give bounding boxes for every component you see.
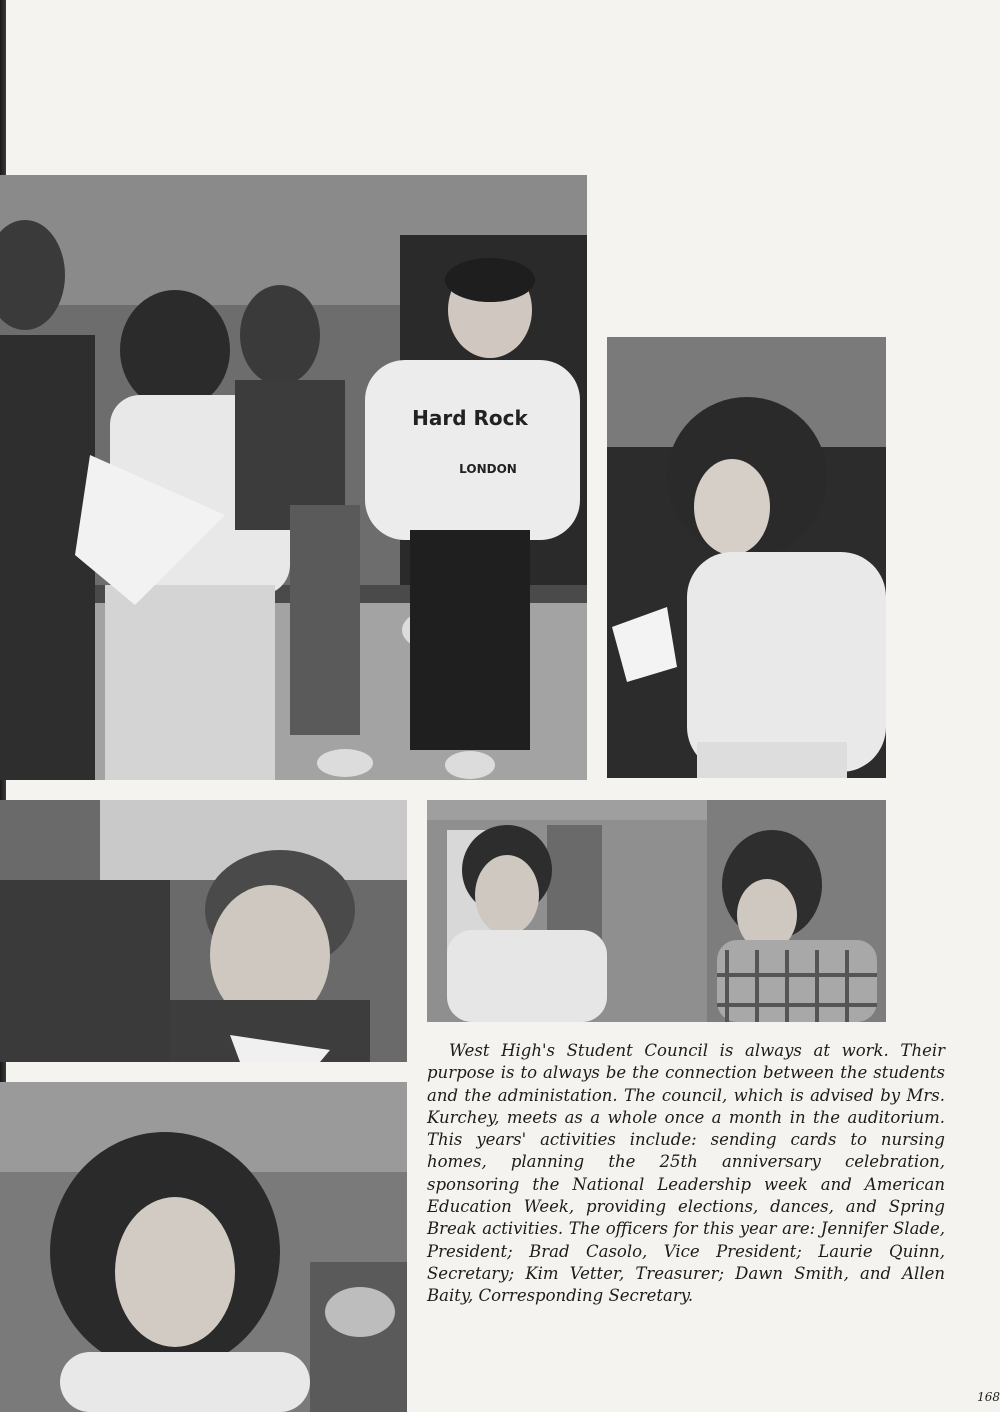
photo-students-on-stage-image bbox=[0, 175, 587, 780]
photo-girl-in-audience-image bbox=[0, 1082, 407, 1412]
shirt-logo-text: Hard Rock bbox=[412, 406, 528, 430]
photo-two-girls-coat-room bbox=[427, 800, 886, 1022]
photo-boy-looking-up bbox=[0, 800, 407, 1062]
page-number: 168 bbox=[977, 1390, 1000, 1404]
photo-girl-reading-card-image bbox=[607, 337, 886, 778]
photo-two-girls-coat-room-image bbox=[427, 800, 886, 1022]
photo-girl-in-audience bbox=[0, 1082, 407, 1412]
photo-girl-reading-card bbox=[607, 337, 886, 778]
caption-student-council: West High's Student Council is always at work. Their purpose is to always be the connection between the students and the administation. The council, which is advised by Mrs. Kurchey, meets as a whole once a month in the auditorium. This years' activities include: sending cards to nursing homes, planning the 25th anniversary celebration, sponsoring the National Leadership week and American Education Week, providing elections, dances, and Spring Break activities. The officers for this year are: Jennifer Slade, President; Brad Casolo, Vice President; Laurie Quinn, Secretary; Kim Vetter, Treasurer; Dawn Smith, and Allen Baity, Corresponding Secretary. bbox=[427, 1041, 945, 1306]
photo-students-on-stage bbox=[0, 175, 587, 780]
photo-boy-looking-up-image bbox=[0, 800, 407, 1062]
shirt-location-text: LONDON bbox=[459, 462, 517, 476]
